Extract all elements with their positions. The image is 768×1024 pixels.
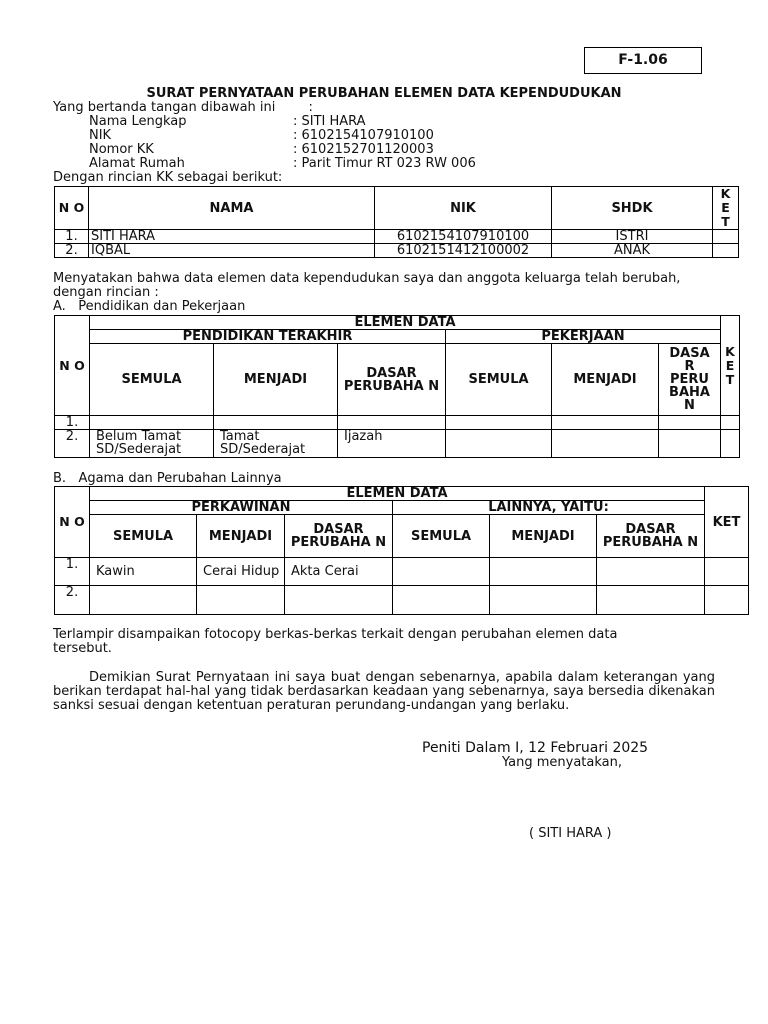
b-cell-semula-2 bbox=[393, 558, 490, 586]
kk-header-shdk: SHDK bbox=[552, 187, 713, 230]
a-header-dasar-perubahan: DASAR PERUBAHA N bbox=[338, 344, 446, 416]
a-cell-ket bbox=[721, 430, 740, 458]
closing-paragraph: Demikian Surat Pernyataan ini saya buat dengan sebenarnya, apabila dalam keterangan yang berikan terdapat hal-hal yang tidak berdasarkan keadaan yang sebenarnya, saya bersedia dikenakan sanksi sesuai dengan ketentuan peraturan perundang-undangan yang berlaku. bbox=[53, 670, 715, 713]
a-header-semula-2: SEMULA bbox=[446, 344, 552, 416]
b-header-menjadi: MENJADI bbox=[197, 515, 285, 558]
a-cell-dasar: Ijazah bbox=[338, 430, 446, 458]
value-nama-lengkap: : SITI HARA bbox=[293, 114, 366, 129]
section-a-table bbox=[54, 315, 740, 458]
b-cell-ket bbox=[705, 586, 749, 615]
a-header-semula: SEMULA bbox=[90, 344, 214, 416]
place-date: Peniti Dalam I, 12 Februari 2025 bbox=[422, 740, 649, 756]
table-row bbox=[55, 230, 739, 244]
table-row bbox=[55, 416, 740, 430]
a-header-pendidikan: PENDIDIKAN TERAKHIR bbox=[90, 330, 446, 344]
kk-cell-no: 2. bbox=[55, 244, 89, 258]
table-row bbox=[55, 244, 739, 258]
kk-header-nik: NIK bbox=[375, 187, 552, 230]
b-header-ket: KET bbox=[705, 487, 749, 558]
kk-table bbox=[54, 186, 739, 258]
a-header-ket: K E T bbox=[721, 316, 740, 416]
label-alamat: Alamat Rumah bbox=[89, 156, 185, 171]
b-cell-ket bbox=[705, 558, 749, 586]
a-cell-ket bbox=[721, 416, 740, 430]
section-a-title: A. Pendidikan dan Pekerjaan bbox=[53, 299, 246, 314]
b-cell-no: 2. bbox=[55, 586, 90, 615]
b-cell-semula: Kawin bbox=[90, 558, 197, 586]
value-nik: : 6102154107910100 bbox=[293, 128, 434, 143]
attachment-note: Terlampir disampaikan fotocopy berkas-berkas terkait dengan perubahan elemen data tersebut. bbox=[53, 627, 618, 656]
kk-cell-no: 1. bbox=[55, 230, 89, 244]
a-cell-semula bbox=[90, 416, 214, 430]
kk-cell-nik: 6102151412100002 bbox=[375, 244, 552, 258]
a-cell-no: 1. bbox=[55, 416, 90, 430]
b-header-menjadi-2: MENJADI bbox=[490, 515, 597, 558]
a-header-pekerjaan: PEKERJAAN bbox=[446, 330, 721, 344]
signer-label: Yang menyatakan, bbox=[502, 755, 623, 770]
a-header-elemen-data: ELEMEN DATA bbox=[90, 316, 721, 330]
kk-cell-ket bbox=[713, 230, 739, 244]
b-header-elemen-data: ELEMEN DATA bbox=[90, 487, 705, 501]
b-header-dasar-perubahan-2: DASAR PERUBAHA N bbox=[597, 515, 705, 558]
a-cell-no: 2. bbox=[55, 430, 90, 458]
a-header-dasar-perubahan-2: DASA R PERU BAHA N bbox=[659, 344, 721, 416]
a-cell-dasar bbox=[338, 416, 446, 430]
b-cell-no: 1. bbox=[55, 558, 90, 586]
table-row bbox=[55, 558, 749, 586]
b-cell-dasar-2 bbox=[597, 586, 705, 615]
kk-header-nama: NAMA bbox=[89, 187, 375, 230]
a-cell-semula-2 bbox=[446, 416, 552, 430]
section-b-title: B. Agama dan Perubahan Lainnya bbox=[53, 471, 282, 486]
b-header-semula: SEMULA bbox=[90, 515, 197, 558]
intro-text: Yang bertanda tangan dibawah ini : bbox=[53, 100, 313, 115]
b-header-semula-2: SEMULA bbox=[393, 515, 490, 558]
kk-cell-nama: SITI HARA bbox=[89, 230, 375, 244]
b-header-dasar-perubahan: DASAR PERUBAHA N bbox=[285, 515, 393, 558]
table-row bbox=[55, 586, 749, 615]
kk-cell-nik: 6102154107910100 bbox=[375, 230, 552, 244]
b-cell-dasar: Akta Cerai bbox=[285, 558, 393, 586]
a-header-menjadi: MENJADI bbox=[214, 344, 338, 416]
b-cell-semula bbox=[90, 586, 197, 615]
a-header-no: N O bbox=[55, 316, 90, 416]
b-header-perkawinan: PERKAWINAN bbox=[90, 501, 393, 515]
label-nomor-kk: Nomor KK bbox=[89, 142, 154, 157]
a-cell-menjadi: Tamat SD/Sederajat bbox=[214, 430, 338, 458]
document-title: SURAT PERNYATAAN PERUBAHAN ELEMEN DATA KEPENDUDUKAN bbox=[146, 86, 622, 101]
label-nik: NIK bbox=[89, 128, 112, 143]
kk-cell-ket bbox=[713, 244, 739, 258]
b-cell-dasar bbox=[285, 586, 393, 615]
b-header-lainnya: LAINNYA, YAITU: bbox=[393, 501, 705, 515]
a-cell-semula: Belum Tamat SD/Sederajat bbox=[90, 430, 214, 458]
b-header-no: N O bbox=[55, 487, 90, 558]
kk-header-ket: K E T bbox=[713, 187, 739, 230]
b-cell-menjadi: Cerai Hidup bbox=[197, 558, 285, 586]
a-header-menjadi-2: MENJADI bbox=[552, 344, 659, 416]
a-cell-dasar-2 bbox=[659, 416, 721, 430]
label-nama-lengkap: Nama Lengkap bbox=[89, 114, 187, 129]
a-cell-menjadi-2 bbox=[552, 416, 659, 430]
statement-text: Menyatakan bahwa data elemen data kependudukan saya dan anggota keluarga telah berubah, dengan rincian : bbox=[53, 271, 681, 300]
section-b-table bbox=[54, 486, 749, 615]
kk-cell-shdk: ANAK bbox=[552, 244, 713, 258]
b-cell-menjadi-2 bbox=[490, 586, 597, 615]
a-cell-menjadi-2 bbox=[552, 430, 659, 458]
table-row bbox=[55, 430, 740, 458]
a-cell-dasar-2 bbox=[659, 430, 721, 458]
kk-header-no: N O bbox=[55, 187, 89, 230]
value-alamat: : Parit Timur RT 023 RW 006 bbox=[293, 156, 476, 171]
kk-cell-nama: IQBAL bbox=[89, 244, 375, 258]
signer-name: ( SITI HARA ) bbox=[529, 826, 612, 841]
b-cell-menjadi bbox=[197, 586, 285, 615]
b-cell-menjadi-2 bbox=[490, 558, 597, 586]
a-cell-semula-2 bbox=[446, 430, 552, 458]
b-cell-semula-2 bbox=[393, 586, 490, 615]
kk-intro: Dengan rincian KK sebagai berikut: bbox=[53, 170, 283, 185]
form-code-box: F-1.06 bbox=[584, 47, 702, 74]
value-nomor-kk: : 6102152701120003 bbox=[293, 142, 434, 157]
a-cell-menjadi bbox=[214, 416, 338, 430]
kk-cell-shdk: ISTRI bbox=[552, 230, 713, 244]
b-cell-dasar-2 bbox=[597, 558, 705, 586]
